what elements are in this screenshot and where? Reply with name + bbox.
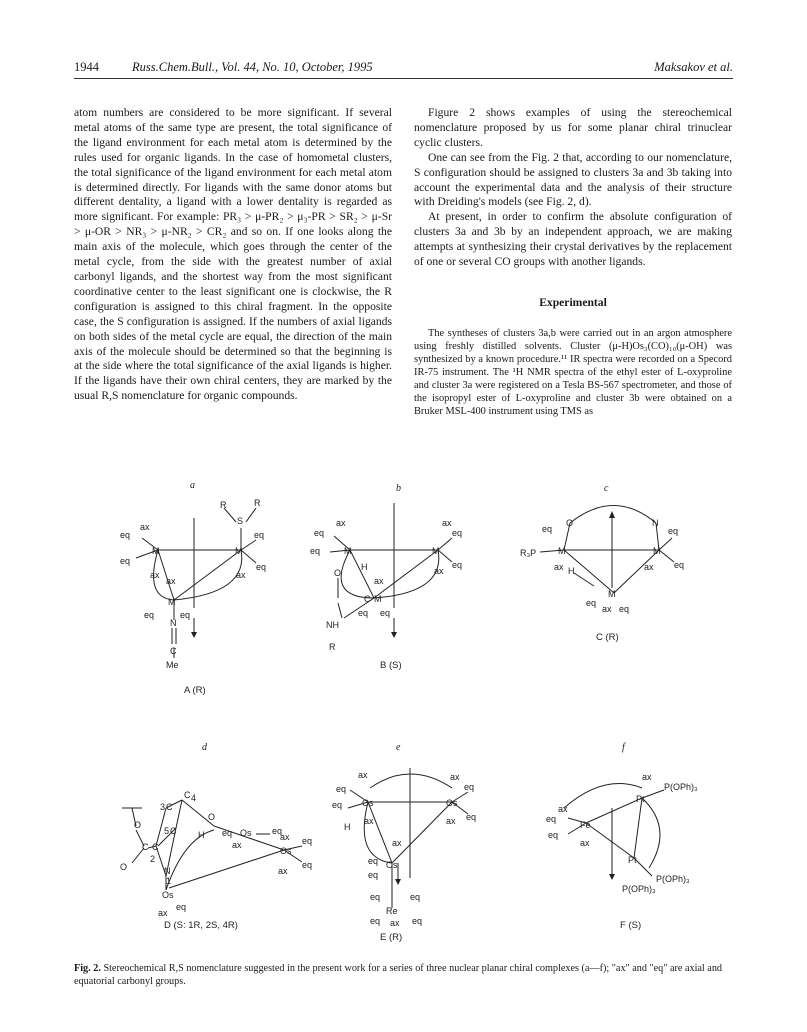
svg-text:ax: ax <box>280 832 290 842</box>
svg-text:H: H <box>344 822 351 832</box>
svg-text:eq: eq <box>466 812 477 822</box>
svg-text:eq: eq <box>256 562 267 572</box>
svg-text:eq: eq <box>176 902 187 912</box>
svg-text:ax: ax <box>450 772 460 782</box>
caption-label: Fig. 2. <box>74 963 101 974</box>
svg-text:ax: ax <box>642 772 652 782</box>
svg-text:Pt: Pt <box>628 855 637 865</box>
panel-letter-b: b <box>396 483 401 494</box>
svg-text:1: 1 <box>166 876 172 886</box>
svg-text:NH: NH <box>326 620 339 630</box>
svg-text:eq: eq <box>144 610 155 620</box>
svg-text:ax: ax <box>392 838 402 848</box>
panel-b <box>310 483 462 671</box>
caption-text: Stereochemical R,S nomenclature suggested in the present work for a series of three nuclear planar chiral complexes (a—f); "ax" and "eq" are axial and equatorial carbonyl groups. <box>74 963 723 987</box>
svg-text:eq: eq <box>222 828 233 838</box>
svg-text:eq: eq <box>370 892 381 902</box>
svg-text:eq: eq <box>120 530 131 540</box>
svg-text:N: N <box>164 866 171 876</box>
svg-text:N: N <box>170 618 177 628</box>
svg-text:eq: eq <box>452 528 463 538</box>
panel-letter-c: c <box>604 483 609 494</box>
panel-label-d: D (S: 1R, 2S, 4R) <box>164 920 238 931</box>
svg-text:eq: eq <box>368 870 379 880</box>
svg-text:eq: eq <box>674 560 685 570</box>
svg-text:H: H <box>198 830 205 840</box>
svg-text:ax: ax <box>336 518 346 528</box>
svg-text:ax: ax <box>140 522 150 532</box>
svg-text:eq: eq <box>410 892 421 902</box>
svg-text:eq: eq <box>254 530 265 540</box>
svg-text:eq: eq <box>548 830 559 840</box>
panel-label-c: C (R) <box>596 632 619 643</box>
svg-text:M: M <box>432 546 440 556</box>
svg-text:Me: Me <box>166 660 179 670</box>
svg-text:M: M <box>235 546 243 556</box>
svg-text:R₃P: R₃P <box>520 548 537 558</box>
svg-text:eq: eq <box>368 856 379 866</box>
svg-text:H: H <box>361 562 368 572</box>
svg-text:Os: Os <box>386 860 398 870</box>
panel-c <box>520 483 684 643</box>
panel-label-f: F (S) <box>620 920 642 931</box>
svg-text:R: R <box>329 642 336 652</box>
svg-text:O: O <box>120 862 128 872</box>
panel-f <box>546 742 698 931</box>
svg-text:ax: ax <box>166 576 176 586</box>
svg-text:R: R <box>220 500 227 510</box>
svg-text:Os: Os <box>280 846 292 856</box>
svg-text:O: O <box>566 518 574 528</box>
svg-text:ax: ax <box>236 570 246 580</box>
figure-caption <box>74 962 734 988</box>
page-header <box>74 60 733 79</box>
svg-text:ax: ax <box>232 840 242 850</box>
svg-text:eq: eq <box>464 782 475 792</box>
panel-label-b: B (S) <box>380 660 402 671</box>
svg-text:5: 5 <box>164 826 170 836</box>
svg-text:4: 4 <box>191 793 197 803</box>
svg-text:Os: Os <box>362 798 374 808</box>
svg-text:Os: Os <box>240 828 252 838</box>
svg-text:H: H <box>568 566 575 576</box>
journal-citation: Russ.Chem.Bull., Vol. 44, No. 10, October, 1995 <box>132 60 373 74</box>
svg-text:ax: ax <box>278 866 288 876</box>
svg-text:eq: eq <box>668 526 679 536</box>
panel-label-e: E (R) <box>380 932 403 943</box>
svg-text:M: M <box>653 546 661 556</box>
svg-text:O: O <box>334 568 342 578</box>
svg-text:ax: ax <box>554 562 564 572</box>
panel-d <box>120 742 312 931</box>
svg-text:2: 2 <box>150 854 156 864</box>
page-number: 1944 <box>74 60 99 74</box>
svg-text:eq: eq <box>586 598 597 608</box>
left-column-text: atom numbers are considered to be more significant. If several metal atoms of the same type are present, the total significance of the ligand environment for each metal atom is determined by the rules used for organic ligands. In the case of homometal clusters, the total significance of the ligand environment for each metal atom is determined directly. For ligands with the same donor atoms but different dentality, a ligand with a lower dentality is regarded as more significant. For example: PR₃ > μ-PR₂ > μ₃-PR > SR₂ > μ-Sr > μ-OR > NR₃ > μ-NR₂ > CR₂ and so on. If one looks along the main axis of the molecule, which goes through the center of the metal cycle, from the side with the greatest number of axial carbonyl ligands, and the shortest way from the most significant coordinative center to the least significant one is clockwise, the R configuration is assigned to this chiral fragment. In the opposite case, the S configuration is assigned. If the numbers of axial ligands on both sides of the metal cycle are equal, the direction of the main axis of the molecule should be determined so that the beginning is at the side where the total significance of the axial ligands is higher. If the ligands have their own chiral centers, they are marked by the usual R,S nomenclature for organic compounds. <box>74 106 392 403</box>
paragraph-confirmation: At present, in order to confirm the absolute configuration of clusters 3a and 3b by an independent approach, we are making attempts at synthesizing their crystal derivatives by the replacement of one or several CO groups with another ligands. <box>414 210 732 269</box>
svg-text:P(OPh)₃: P(OPh)₃ <box>622 884 656 894</box>
svg-text:eq: eq <box>302 860 313 870</box>
panel-letter-a: a <box>190 480 195 491</box>
svg-text:eq: eq <box>272 826 283 836</box>
svg-text:ax: ax <box>364 816 374 826</box>
panel-letter-f: f <box>622 742 625 753</box>
svg-text:ax: ax <box>390 918 400 928</box>
panel-letter-e: e <box>396 742 401 753</box>
svg-text:eq: eq <box>412 916 423 926</box>
svg-text:eq: eq <box>380 608 391 618</box>
svg-text:eq: eq <box>546 814 557 824</box>
svg-text:eq: eq <box>332 800 343 810</box>
svg-text:M: M <box>344 546 352 556</box>
svg-text:Pt: Pt <box>636 794 645 804</box>
svg-text:P(OPh)₃: P(OPh)₃ <box>656 874 690 884</box>
paragraph-figure-intro: Figure 2 shows examples of using the stereochemical nomenclature proposed by us for some planar chiral trinuclear cyclic clusters. <box>414 106 732 149</box>
svg-text:M: M <box>374 594 382 604</box>
svg-text:R: R <box>254 498 261 508</box>
svg-text:ax: ax <box>442 518 452 528</box>
svg-text:ax: ax <box>602 604 612 614</box>
panel-e <box>332 742 476 943</box>
svg-text:M: M <box>168 597 176 607</box>
svg-text:C: C <box>166 802 173 812</box>
section-title-experimental: Experimental <box>539 295 607 309</box>
svg-text:C: C <box>364 594 371 604</box>
svg-text:O: O <box>208 812 216 822</box>
left-column <box>74 106 392 404</box>
svg-text:Os: Os <box>446 798 458 808</box>
svg-text:eq: eq <box>452 560 463 570</box>
paragraph-s-configuration: One can see from the Fig. 2 that, according to our nomenclature, S configuration should be assigned to clusters 3a and 3b taking into account the experimental data and the analysis of their structure with Dreiding's models (see Fig. 2, d). <box>414 150 732 209</box>
svg-text:N: N <box>652 518 659 528</box>
svg-text:Re: Re <box>386 906 398 916</box>
svg-text:eq: eq <box>180 610 191 620</box>
running-authors: Maksakov et al. <box>654 60 733 74</box>
svg-text:eq: eq <box>370 916 381 926</box>
svg-text:eq: eq <box>310 546 321 556</box>
svg-text:O: O <box>134 820 142 830</box>
svg-text:eq: eq <box>358 608 369 618</box>
svg-text:C: C <box>170 646 177 656</box>
svg-text:M: M <box>558 546 566 556</box>
right-column <box>414 106 732 418</box>
svg-text:ax: ax <box>644 562 654 572</box>
svg-text:C: C <box>184 790 191 800</box>
svg-text:ax: ax <box>158 908 168 918</box>
panel-a <box>120 480 266 696</box>
svg-text:ax: ax <box>558 804 568 814</box>
panel-label-a: A (R) <box>184 685 206 696</box>
svg-text:ax: ax <box>434 566 444 576</box>
svg-text:eq: eq <box>336 784 347 794</box>
svg-text:C: C <box>142 842 149 852</box>
svg-text:eq: eq <box>619 604 630 614</box>
svg-text:Os: Os <box>162 890 174 900</box>
svg-text:ax: ax <box>374 576 384 586</box>
svg-text:eq: eq <box>302 836 313 846</box>
svg-text:ax: ax <box>580 838 590 848</box>
svg-text:ax: ax <box>358 770 368 780</box>
svg-text:C: C <box>170 826 177 836</box>
figure-2-diagrams <box>74 478 734 953</box>
svg-text:3: 3 <box>160 802 166 812</box>
svg-text:eq: eq <box>314 528 325 538</box>
svg-text:M: M <box>608 589 616 599</box>
svg-text:M: M <box>152 546 160 556</box>
svg-text:eq: eq <box>542 524 553 534</box>
svg-text:ax: ax <box>150 570 160 580</box>
figure-2 <box>74 478 734 953</box>
paragraph-experimental: The syntheses of clusters 3a,b were carried out in an argon atmosphere using freshly distilled solvents. Cluster (μ-H)Os₃(CO)₁₀(μ-OH) was synthesized by a known procedure.¹¹ IR spectra were recorded on a Specord IR-75 instrument. The ¹H NMR spectra of the ethyl ester of L-oxyproline and cluster 3a were registered on a Tesla BS-567 spectrometer, and those of the isopropyl ester of L-oxyproline and cluster 3b were obtained on a Bruker MSL-400 instrument using TMS as <box>414 327 732 417</box>
panel-letter-d: d <box>202 742 207 753</box>
svg-text:C: C <box>152 842 159 852</box>
svg-text:S: S <box>237 516 244 526</box>
svg-text:eq: eq <box>120 556 131 566</box>
svg-text:Fe: Fe <box>580 820 591 830</box>
svg-text:P(OPh)₃: P(OPh)₃ <box>664 782 698 792</box>
svg-text:ax: ax <box>446 816 456 826</box>
